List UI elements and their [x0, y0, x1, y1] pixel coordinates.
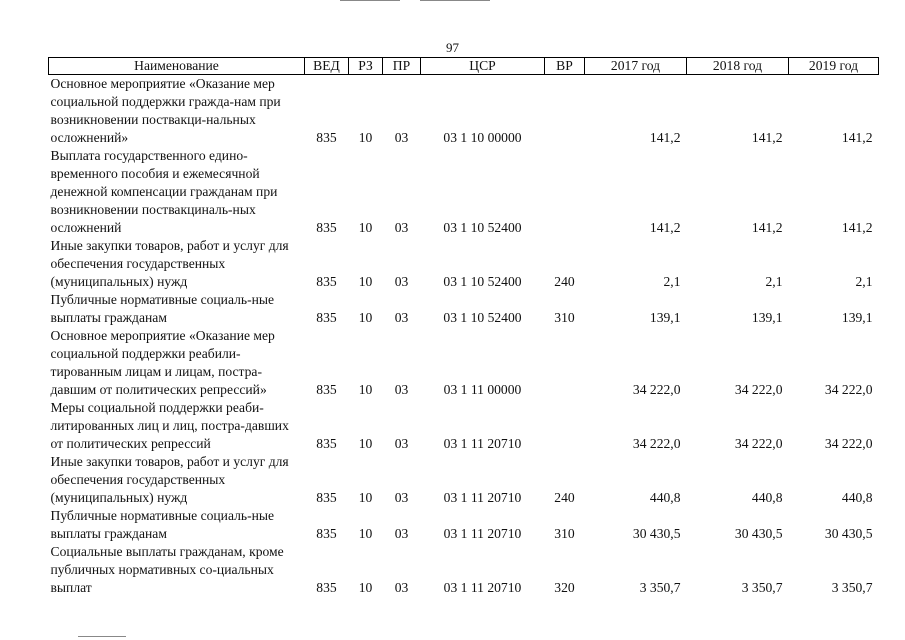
- cell-name: Основное мероприятие «Оказание мер социальной поддержки реабили-тированным лицам и лицам, постра-давшим от политических репрессий»: [50, 328, 275, 397]
- cell-vr: 310: [554, 526, 575, 541]
- cell-rz: 10: [358, 490, 373, 505]
- column-header-vr: ВР: [545, 58, 585, 75]
- column-header-2019: 2019 год: [789, 58, 879, 75]
- cell-vr: 320: [554, 580, 575, 595]
- cell-csr: 03 1 11 00000: [443, 382, 522, 397]
- table-row: [49, 399, 879, 453]
- column-header-ved: ВЕД: [305, 58, 349, 75]
- cell-2017: 30 430,5: [632, 526, 681, 541]
- cell-2019: 30 430,5: [824, 526, 873, 541]
- cell-pr: 03: [394, 580, 409, 595]
- cell-csr: 03 1 10 52400: [443, 274, 522, 289]
- table-row: [49, 543, 879, 597]
- cell-2017: 3 350,7: [639, 580, 681, 595]
- table-row: [49, 453, 879, 507]
- cell-ved: 835: [316, 580, 337, 595]
- cell-ved: 835: [316, 382, 337, 397]
- cell-2018: 34 222,0: [734, 436, 783, 451]
- cell-ved: 835: [316, 130, 337, 145]
- cell-rz: 10: [358, 580, 373, 595]
- header-row: [49, 58, 879, 75]
- cell-name: Публичные нормативные социаль-ные выплаты гражданам: [50, 508, 275, 541]
- cell-rz: 10: [358, 130, 373, 145]
- cell-name: Меры социальной поддержки реаби-литированных лиц и лиц, постра-давших от политических репрессий: [50, 400, 289, 451]
- cell-name: Публичные нормативные социаль-ные выплаты гражданам: [50, 292, 275, 325]
- cell-vr: [545, 399, 585, 453]
- cell-vr: [545, 327, 585, 399]
- cell-rz: 10: [358, 526, 373, 541]
- cell-2018: 3 350,7: [741, 580, 783, 595]
- cell-ved: 835: [316, 490, 337, 505]
- cell-2019: 141,2: [841, 220, 873, 235]
- cell-vr: [545, 147, 585, 237]
- cell-rz: 10: [358, 310, 373, 325]
- cell-csr: 03 1 11 20710: [443, 580, 522, 595]
- cell-vr: [545, 75, 585, 148]
- cell-2019: 2,1: [855, 274, 873, 289]
- cell-2019: 3 350,7: [831, 580, 873, 595]
- cell-csr: 03 1 10 52400: [443, 220, 522, 235]
- cell-ved: 835: [316, 310, 337, 325]
- cell-ved: 835: [316, 526, 337, 541]
- cell-2017: 141,2: [649, 220, 681, 235]
- column-header-rz: РЗ: [349, 58, 383, 75]
- table-row: [49, 147, 879, 237]
- cell-vr: 240: [554, 274, 575, 289]
- cell-pr: 03: [394, 436, 409, 451]
- cell-2017: 141,2: [649, 130, 681, 145]
- cell-2018: 30 430,5: [734, 526, 783, 541]
- cell-name: Выплата государственного едино-временного пособия и ежемесячной денежной компенсации гражданам при возникновении поствакциналь-ных осложнений: [50, 148, 278, 235]
- column-header-csr: ЦСР: [421, 58, 545, 75]
- table-body: [49, 75, 879, 598]
- cell-rz: 10: [358, 382, 373, 397]
- cell-pr: 03: [394, 382, 409, 397]
- cell-2019: 34 222,0: [824, 436, 873, 451]
- cell-2017: 440,8: [649, 490, 681, 505]
- scan-artifact-line: [420, 0, 490, 1]
- cell-2019: 141,2: [841, 130, 873, 145]
- cell-pr: 03: [394, 526, 409, 541]
- cell-pr: 03: [394, 274, 409, 289]
- column-header-pr: ПР: [383, 58, 421, 75]
- cell-pr: 03: [394, 220, 409, 235]
- cell-csr: 03 1 10 52400: [443, 310, 522, 325]
- cell-2017: 2,1: [663, 274, 681, 289]
- cell-2017: 34 222,0: [632, 436, 681, 451]
- cell-name: Основное мероприятие «Оказание мер социальной поддержки граждa-нам при возникновении поствакци-нальных осложнений»: [50, 76, 281, 145]
- cell-name: Иные закупки товаров, работ и услуг для обеспечения государственных (муниципальных) нужд: [50, 454, 289, 505]
- cell-rz: 10: [358, 220, 373, 235]
- table-row: [49, 291, 879, 327]
- cell-pr: 03: [394, 490, 409, 505]
- cell-2017: 139,1: [649, 310, 681, 325]
- cell-csr: 03 1 10 00000: [443, 130, 522, 145]
- scan-artifact-line: [78, 636, 126, 637]
- cell-2019: 440,8: [841, 490, 873, 505]
- cell-name: Иные закупки товаров, работ и услуг для обеспечения государственных (муниципальных) нужд: [50, 238, 289, 289]
- cell-csr: 03 1 11 20710: [443, 436, 522, 451]
- column-header-2018: 2018 год: [687, 58, 789, 75]
- cell-name: Социальные выплаты гражданам, кроме публичных нормативных со-циальных выплат: [50, 544, 284, 595]
- cell-vr: 240: [554, 490, 575, 505]
- cell-2018: 139,1: [751, 310, 783, 325]
- cell-2019: 139,1: [841, 310, 873, 325]
- cell-2018: 141,2: [751, 130, 783, 145]
- page-number: 97: [446, 40, 459, 55]
- table-header: [49, 58, 879, 75]
- table-row: [49, 237, 879, 291]
- cell-ved: 835: [316, 274, 337, 289]
- table-row: [49, 327, 879, 399]
- cell-csr: 03 1 11 20710: [443, 490, 522, 505]
- cell-2018: 2,1: [765, 274, 783, 289]
- cell-pr: 03: [394, 130, 409, 145]
- table-row: [49, 507, 879, 543]
- column-header-name: Наименование: [49, 58, 305, 75]
- cell-ved: 835: [316, 436, 337, 451]
- cell-2018: 141,2: [751, 220, 783, 235]
- column-header-2017: 2017 год: [585, 58, 687, 75]
- cell-2018: 440,8: [751, 490, 783, 505]
- cell-pr: 03: [394, 310, 409, 325]
- cell-vr: 310: [554, 310, 575, 325]
- cell-2019: 34 222,0: [824, 382, 873, 397]
- cell-2018: 34 222,0: [734, 382, 783, 397]
- scan-artifact-line: [340, 0, 400, 1]
- cell-ved: 835: [316, 220, 337, 235]
- table-row: [49, 75, 879, 148]
- cell-2017: 34 222,0: [632, 382, 681, 397]
- cell-rz: 10: [358, 436, 373, 451]
- cell-csr: 03 1 11 20710: [443, 526, 522, 541]
- cell-rz: 10: [358, 274, 373, 289]
- budget-table: [48, 57, 879, 597]
